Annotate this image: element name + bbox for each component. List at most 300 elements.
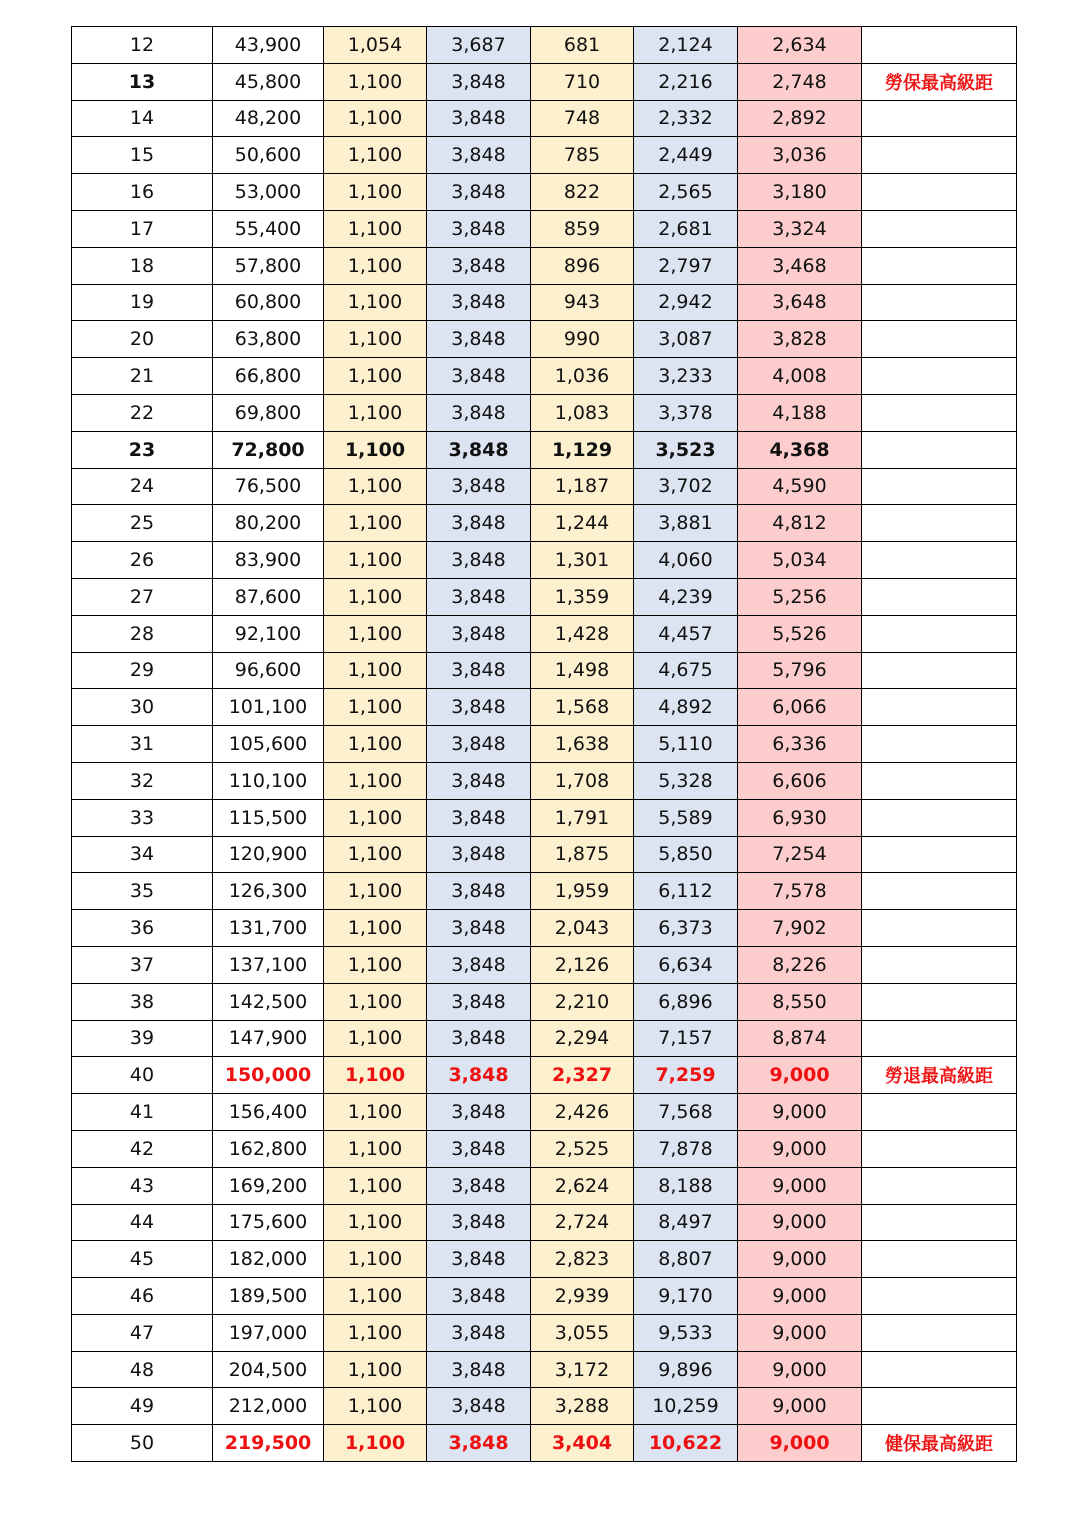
- insured-salary-cell: 72,800: [213, 431, 324, 468]
- table-body: [72, 27, 1017, 1462]
- contribution-col-2-cell: 3,848: [427, 137, 531, 174]
- grade-level-cell: 47: [72, 1314, 213, 1351]
- contribution-col-4-cell: 2,797: [634, 247, 738, 284]
- contribution-col-4-cell: 9,170: [634, 1278, 738, 1315]
- contribution-col-3-cell: 1,301: [531, 542, 634, 579]
- contribution-col-3-cell: 1,244: [531, 505, 634, 542]
- grade-level-cell: 26: [72, 542, 213, 579]
- contribution-col-3-cell: 1,568: [531, 689, 634, 726]
- contribution-col-4-cell: 2,565: [634, 174, 738, 211]
- table-row: [72, 1278, 1017, 1315]
- contribution-col-5-cell: 5,034: [738, 542, 862, 579]
- contribution-col-2-cell: 3,848: [427, 1351, 531, 1388]
- contribution-col-2-cell: 3,848: [427, 762, 531, 799]
- grade-level-cell: 43: [72, 1167, 213, 1204]
- grade-level-cell: 49: [72, 1388, 213, 1425]
- note-cell: [862, 1278, 1017, 1315]
- contribution-col-1-cell: 1,100: [324, 615, 427, 652]
- contribution-col-1-cell: 1,100: [324, 910, 427, 947]
- contribution-col-5-cell: 3,648: [738, 284, 862, 321]
- contribution-col-5-cell: 5,256: [738, 578, 862, 615]
- insured-salary-cell: 92,100: [213, 615, 324, 652]
- contribution-col-4-cell: 8,188: [634, 1167, 738, 1204]
- contribution-col-4-cell: 6,112: [634, 873, 738, 910]
- table-row: [72, 689, 1017, 726]
- contribution-col-1-cell: 1,100: [324, 210, 427, 247]
- contribution-col-1-cell: 1,100: [324, 247, 427, 284]
- contribution-col-3-cell: 681: [531, 27, 634, 64]
- contribution-col-5-cell: 4,188: [738, 394, 862, 431]
- contribution-col-4-cell: 3,881: [634, 505, 738, 542]
- insured-salary-cell: 156,400: [213, 1094, 324, 1131]
- contribution-col-4-cell: 2,681: [634, 210, 738, 247]
- table-row: [72, 1204, 1017, 1241]
- note-cell: [862, 210, 1017, 247]
- note-cell: [862, 468, 1017, 505]
- contribution-col-1-cell: 1,100: [324, 578, 427, 615]
- insured-salary-cell: 45,800: [213, 63, 324, 100]
- contribution-col-2-cell: 3,848: [427, 505, 531, 542]
- contribution-col-3-cell: 1,083: [531, 394, 634, 431]
- note-cell: [862, 1241, 1017, 1278]
- contribution-col-1-cell: 1,100: [324, 836, 427, 873]
- contribution-col-5-cell: 2,892: [738, 100, 862, 137]
- contribution-col-5-cell: 9,000: [738, 1388, 862, 1425]
- contribution-col-4-cell: 3,702: [634, 468, 738, 505]
- insured-salary-cell: 162,800: [213, 1130, 324, 1167]
- note-cell: [862, 1388, 1017, 1425]
- contribution-col-4-cell: 6,634: [634, 946, 738, 983]
- insured-salary-cell: 57,800: [213, 247, 324, 284]
- table-row: [72, 284, 1017, 321]
- contribution-col-4-cell: 5,328: [634, 762, 738, 799]
- contribution-col-5-cell: 9,000: [738, 1425, 862, 1462]
- contribution-col-4-cell: 2,449: [634, 137, 738, 174]
- insured-salary-cell: 50,600: [213, 137, 324, 174]
- table-row: [72, 358, 1017, 395]
- contribution-col-1-cell: 1,100: [324, 726, 427, 763]
- grade-level-cell: 12: [72, 27, 213, 64]
- note-cell: [862, 137, 1017, 174]
- contribution-col-4-cell: 6,373: [634, 910, 738, 947]
- contribution-col-1-cell: 1,100: [324, 1020, 427, 1057]
- contribution-col-4-cell: 10,259: [634, 1388, 738, 1425]
- contribution-col-3-cell: 1,638: [531, 726, 634, 763]
- contribution-col-5-cell: 8,874: [738, 1020, 862, 1057]
- contribution-col-5-cell: 4,812: [738, 505, 862, 542]
- contribution-col-2-cell: 3,848: [427, 1241, 531, 1278]
- contribution-col-5-cell: 4,368: [738, 431, 862, 468]
- grade-level-cell: 18: [72, 247, 213, 284]
- contribution-col-4-cell: 3,523: [634, 431, 738, 468]
- insured-salary-cell: 147,900: [213, 1020, 324, 1057]
- insured-salary-cell: 204,500: [213, 1351, 324, 1388]
- contribution-col-2-cell: 3,848: [427, 210, 531, 247]
- table-row: [72, 431, 1017, 468]
- table-row: [72, 210, 1017, 247]
- insured-salary-cell: 55,400: [213, 210, 324, 247]
- contribution-col-1-cell: 1,100: [324, 762, 427, 799]
- contribution-col-1-cell: 1,100: [324, 100, 427, 137]
- contribution-col-4-cell: 5,589: [634, 799, 738, 836]
- grade-level-cell: 29: [72, 652, 213, 689]
- table-row: [72, 910, 1017, 947]
- contribution-col-3-cell: 1,036: [531, 358, 634, 395]
- table-row: [72, 321, 1017, 358]
- insured-salary-cell: 80,200: [213, 505, 324, 542]
- contribution-col-2-cell: 3,848: [427, 1388, 531, 1425]
- contribution-col-3-cell: 2,126: [531, 946, 634, 983]
- insured-salary-cell: 142,500: [213, 983, 324, 1020]
- contribution-col-2-cell: 3,848: [427, 983, 531, 1020]
- contribution-col-2-cell: 3,848: [427, 542, 531, 579]
- contribution-col-5-cell: 9,000: [738, 1057, 862, 1094]
- contribution-col-2-cell: 3,848: [427, 726, 531, 763]
- note-cell: [862, 247, 1017, 284]
- contribution-col-4-cell: 2,216: [634, 63, 738, 100]
- grade-level-cell: 36: [72, 910, 213, 947]
- contribution-col-3-cell: 785: [531, 137, 634, 174]
- contribution-col-2-cell: 3,848: [427, 578, 531, 615]
- contribution-col-5-cell: 5,796: [738, 652, 862, 689]
- contribution-col-5-cell: 3,468: [738, 247, 862, 284]
- note-cell: [862, 284, 1017, 321]
- grade-level-cell: 20: [72, 321, 213, 358]
- contribution-col-4-cell: 2,124: [634, 27, 738, 64]
- contribution-col-4-cell: 4,892: [634, 689, 738, 726]
- contribution-col-1-cell: 1,100: [324, 946, 427, 983]
- contribution-col-4-cell: 7,568: [634, 1094, 738, 1131]
- contribution-col-5-cell: 5,526: [738, 615, 862, 652]
- contribution-col-3-cell: 3,288: [531, 1388, 634, 1425]
- table-row: [72, 542, 1017, 579]
- insured-salary-cell: 182,000: [213, 1241, 324, 1278]
- table-row: [72, 652, 1017, 689]
- contribution-col-2-cell: 3,848: [427, 873, 531, 910]
- insured-salary-cell: 120,900: [213, 836, 324, 873]
- contribution-col-1-cell: 1,100: [324, 1241, 427, 1278]
- grade-level-cell: 50: [72, 1425, 213, 1462]
- contribution-col-3-cell: 710: [531, 63, 634, 100]
- table-row: [72, 174, 1017, 211]
- contribution-col-3-cell: 1,359: [531, 578, 634, 615]
- grade-level-cell: 15: [72, 137, 213, 174]
- note-cell: [862, 358, 1017, 395]
- note-cell: [862, 505, 1017, 542]
- insured-salary-cell: 189,500: [213, 1278, 324, 1315]
- grade-level-cell: 25: [72, 505, 213, 542]
- contribution-col-3-cell: 2,327: [531, 1057, 634, 1094]
- note-cell: [862, 836, 1017, 873]
- insured-salary-cell: 105,600: [213, 726, 324, 763]
- contribution-col-1-cell: 1,100: [324, 431, 427, 468]
- note-cell: [862, 100, 1017, 137]
- contribution-col-2-cell: 3,848: [427, 1130, 531, 1167]
- table-row: [72, 836, 1017, 873]
- contribution-col-1-cell: 1,100: [324, 652, 427, 689]
- contribution-col-5-cell: 6,606: [738, 762, 862, 799]
- insured-salary-cell: 53,000: [213, 174, 324, 211]
- contribution-col-5-cell: 9,000: [738, 1241, 862, 1278]
- note-cell: [862, 799, 1017, 836]
- contribution-col-1-cell: 1,100: [324, 1204, 427, 1241]
- contribution-col-3-cell: 1,129: [531, 431, 634, 468]
- contribution-col-3-cell: 1,791: [531, 799, 634, 836]
- contribution-col-2-cell: 3,848: [427, 652, 531, 689]
- contribution-col-5-cell: 8,226: [738, 946, 862, 983]
- contribution-col-1-cell: 1,100: [324, 174, 427, 211]
- contribution-col-2-cell: 3,848: [427, 1278, 531, 1315]
- note-cell: [862, 394, 1017, 431]
- contribution-col-5-cell: 9,000: [738, 1204, 862, 1241]
- contribution-col-5-cell: 2,634: [738, 27, 862, 64]
- table-row: [72, 873, 1017, 910]
- insured-salary-cell: 48,200: [213, 100, 324, 137]
- insured-salary-cell: 76,500: [213, 468, 324, 505]
- contribution-col-1-cell: 1,100: [324, 1278, 427, 1315]
- contribution-col-5-cell: 9,000: [738, 1094, 862, 1131]
- insured-salary-cell: 63,800: [213, 321, 324, 358]
- contribution-col-2-cell: 3,848: [427, 910, 531, 947]
- table-row: [72, 1020, 1017, 1057]
- grade-level-cell: 16: [72, 174, 213, 211]
- grade-level-cell: 14: [72, 100, 213, 137]
- contribution-col-3-cell: 3,172: [531, 1351, 634, 1388]
- contribution-col-2-cell: 3,848: [427, 1314, 531, 1351]
- note-cell: [862, 726, 1017, 763]
- table-row: [72, 247, 1017, 284]
- table-row: [72, 1314, 1017, 1351]
- note-cell: [862, 1167, 1017, 1204]
- table-row: [72, 100, 1017, 137]
- contribution-col-5-cell: 3,036: [738, 137, 862, 174]
- insurance-contribution-table: [71, 26, 1017, 1462]
- insured-salary-cell: 150,000: [213, 1057, 324, 1094]
- contribution-col-5-cell: 3,828: [738, 321, 862, 358]
- contribution-col-1-cell: 1,100: [324, 1351, 427, 1388]
- contribution-col-3-cell: 1,187: [531, 468, 634, 505]
- contribution-col-4-cell: 9,896: [634, 1351, 738, 1388]
- grade-level-cell: 28: [72, 615, 213, 652]
- contribution-col-5-cell: 3,324: [738, 210, 862, 247]
- contribution-col-1-cell: 1,100: [324, 284, 427, 321]
- grade-level-cell: 42: [72, 1130, 213, 1167]
- contribution-col-1-cell: 1,100: [324, 1388, 427, 1425]
- contribution-col-3-cell: 3,055: [531, 1314, 634, 1351]
- contribution-col-5-cell: 3,180: [738, 174, 862, 211]
- contribution-col-1-cell: 1,100: [324, 689, 427, 726]
- note-cell: [862, 1020, 1017, 1057]
- contribution-col-1-cell: 1,100: [324, 394, 427, 431]
- insured-salary-cell: 87,600: [213, 578, 324, 615]
- grade-level-cell: 40: [72, 1057, 213, 1094]
- contribution-col-4-cell: 5,110: [634, 726, 738, 763]
- contribution-col-2-cell: 3,848: [427, 946, 531, 983]
- note-cell: [862, 873, 1017, 910]
- contribution-col-1-cell: 1,100: [324, 1314, 427, 1351]
- note-cell: 勞退最高級距: [862, 1057, 1017, 1094]
- note-cell: [862, 27, 1017, 64]
- contribution-col-3-cell: 2,939: [531, 1278, 634, 1315]
- contribution-col-2-cell: 3,848: [427, 431, 531, 468]
- table-row: [72, 1241, 1017, 1278]
- contribution-col-2-cell: 3,848: [427, 1167, 531, 1204]
- grade-level-cell: 30: [72, 689, 213, 726]
- contribution-col-1-cell: 1,100: [324, 468, 427, 505]
- note-cell: 勞保最高級距: [862, 63, 1017, 100]
- table-row: [72, 468, 1017, 505]
- grade-level-cell: 44: [72, 1204, 213, 1241]
- contribution-col-3-cell: 2,525: [531, 1130, 634, 1167]
- table-row: [72, 983, 1017, 1020]
- contribution-col-3-cell: 859: [531, 210, 634, 247]
- contribution-col-2-cell: 3,848: [427, 284, 531, 321]
- table-row: [72, 1351, 1017, 1388]
- contribution-col-2-cell: 3,848: [427, 1020, 531, 1057]
- contribution-col-1-cell: 1,100: [324, 542, 427, 579]
- contribution-col-5-cell: 4,008: [738, 358, 862, 395]
- contribution-col-4-cell: 4,060: [634, 542, 738, 579]
- contribution-col-3-cell: 1,875: [531, 836, 634, 873]
- contribution-col-3-cell: 1,708: [531, 762, 634, 799]
- table-row: [72, 762, 1017, 799]
- note-cell: [862, 910, 1017, 947]
- contribution-col-5-cell: 2,748: [738, 63, 862, 100]
- table-row: [72, 27, 1017, 64]
- grade-level-cell: 37: [72, 946, 213, 983]
- contribution-col-3-cell: 2,294: [531, 1020, 634, 1057]
- contribution-col-3-cell: 2,426: [531, 1094, 634, 1131]
- insured-salary-cell: 137,100: [213, 946, 324, 983]
- contribution-col-1-cell: 1,100: [324, 321, 427, 358]
- contribution-col-1-cell: 1,100: [324, 1425, 427, 1462]
- grade-level-cell: 24: [72, 468, 213, 505]
- contribution-col-4-cell: 7,157: [634, 1020, 738, 1057]
- table-row: [72, 799, 1017, 836]
- contribution-col-1-cell: 1,054: [324, 27, 427, 64]
- table-row: [72, 1425, 1017, 1462]
- contribution-col-2-cell: 3,848: [427, 174, 531, 211]
- grade-level-cell: 13: [72, 63, 213, 100]
- contribution-col-4-cell: 4,457: [634, 615, 738, 652]
- contribution-col-5-cell: 8,550: [738, 983, 862, 1020]
- table-row: [72, 726, 1017, 763]
- contribution-col-1-cell: 1,100: [324, 1130, 427, 1167]
- grade-level-cell: 31: [72, 726, 213, 763]
- contribution-col-2-cell: 3,848: [427, 1425, 531, 1462]
- contribution-col-3-cell: 943: [531, 284, 634, 321]
- contribution-col-2-cell: 3,848: [427, 394, 531, 431]
- contribution-col-5-cell: 7,902: [738, 910, 862, 947]
- contribution-col-3-cell: 1,498: [531, 652, 634, 689]
- contribution-col-3-cell: 822: [531, 174, 634, 211]
- insured-salary-cell: 43,900: [213, 27, 324, 64]
- contribution-col-3-cell: 2,724: [531, 1204, 634, 1241]
- table-row: [72, 1094, 1017, 1131]
- contribution-col-2-cell: 3,848: [427, 358, 531, 395]
- grade-level-cell: 35: [72, 873, 213, 910]
- insured-salary-cell: 175,600: [213, 1204, 324, 1241]
- grade-level-cell: 33: [72, 799, 213, 836]
- note-cell: [862, 1351, 1017, 1388]
- insured-salary-cell: 126,300: [213, 873, 324, 910]
- contribution-col-1-cell: 1,100: [324, 358, 427, 395]
- insured-salary-cell: 169,200: [213, 1167, 324, 1204]
- insured-salary-cell: 212,000: [213, 1388, 324, 1425]
- note-cell: [862, 762, 1017, 799]
- insured-salary-cell: 69,800: [213, 394, 324, 431]
- insured-salary-cell: 83,900: [213, 542, 324, 579]
- contribution-col-3-cell: 3,404: [531, 1425, 634, 1462]
- table-row: [72, 1057, 1017, 1094]
- contribution-col-1-cell: 1,100: [324, 1167, 427, 1204]
- insured-salary-cell: 96,600: [213, 652, 324, 689]
- contribution-col-1-cell: 1,100: [324, 63, 427, 100]
- contribution-col-4-cell: 4,675: [634, 652, 738, 689]
- contribution-col-4-cell: 5,850: [634, 836, 738, 873]
- contribution-col-2-cell: 3,848: [427, 247, 531, 284]
- table-row: [72, 1167, 1017, 1204]
- contribution-col-1-cell: 1,100: [324, 505, 427, 542]
- contribution-col-4-cell: 3,233: [634, 358, 738, 395]
- contribution-col-4-cell: 9,533: [634, 1314, 738, 1351]
- contribution-col-2-cell: 3,848: [427, 689, 531, 726]
- contribution-col-5-cell: 7,578: [738, 873, 862, 910]
- grade-level-cell: 38: [72, 983, 213, 1020]
- contribution-col-5-cell: 4,590: [738, 468, 862, 505]
- contribution-col-1-cell: 1,100: [324, 1094, 427, 1131]
- insured-salary-cell: 131,700: [213, 910, 324, 947]
- table-row: [72, 1130, 1017, 1167]
- table-row: [72, 505, 1017, 542]
- note-cell: [862, 689, 1017, 726]
- contribution-col-5-cell: 6,066: [738, 689, 862, 726]
- grade-level-cell: 48: [72, 1351, 213, 1388]
- contribution-col-4-cell: 8,807: [634, 1241, 738, 1278]
- note-cell: [862, 615, 1017, 652]
- contribution-col-1-cell: 1,100: [324, 137, 427, 174]
- insured-salary-cell: 101,100: [213, 689, 324, 726]
- contribution-col-2-cell: 3,848: [427, 321, 531, 358]
- table-row: [72, 946, 1017, 983]
- note-cell: [862, 652, 1017, 689]
- contribution-col-4-cell: 10,622: [634, 1425, 738, 1462]
- note-cell: [862, 1314, 1017, 1351]
- table-row: [72, 578, 1017, 615]
- contribution-col-5-cell: 9,000: [738, 1130, 862, 1167]
- grade-level-cell: 17: [72, 210, 213, 247]
- note-cell: [862, 174, 1017, 211]
- contribution-col-2-cell: 3,848: [427, 1204, 531, 1241]
- contribution-col-2-cell: 3,848: [427, 100, 531, 137]
- contribution-col-2-cell: 3,848: [427, 799, 531, 836]
- contribution-col-1-cell: 1,100: [324, 799, 427, 836]
- note-cell: [862, 431, 1017, 468]
- contribution-col-3-cell: 2,823: [531, 1241, 634, 1278]
- insured-salary-cell: 115,500: [213, 799, 324, 836]
- contribution-col-1-cell: 1,100: [324, 873, 427, 910]
- note-cell: [862, 1130, 1017, 1167]
- contribution-col-3-cell: 2,210: [531, 983, 634, 1020]
- table-row: [72, 1388, 1017, 1425]
- note-cell: [862, 542, 1017, 579]
- contribution-col-2-cell: 3,848: [427, 836, 531, 873]
- contribution-col-2-cell: 3,848: [427, 468, 531, 505]
- contribution-col-3-cell: 1,428: [531, 615, 634, 652]
- contribution-col-4-cell: 3,087: [634, 321, 738, 358]
- insured-salary-cell: 219,500: [213, 1425, 324, 1462]
- contribution-col-4-cell: 6,896: [634, 983, 738, 1020]
